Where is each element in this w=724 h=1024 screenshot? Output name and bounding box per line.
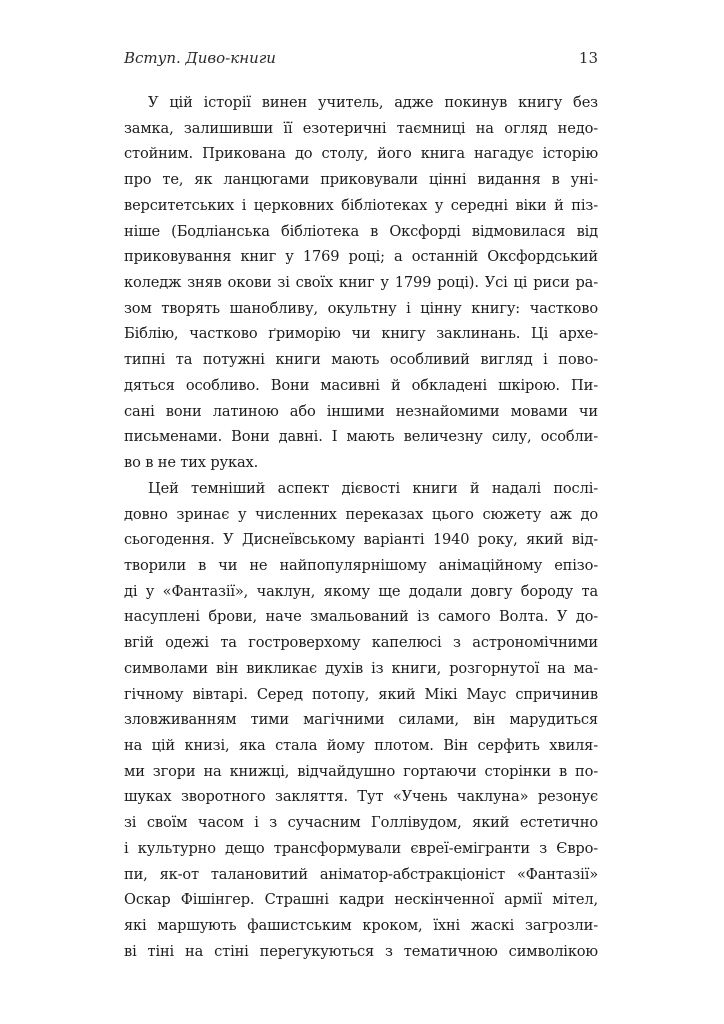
running-header	[124, 47, 598, 71]
text-line: стойним. Прикована до столу, його книга нагадує історію	[124, 145, 598, 163]
text-line: про те, як ланцюгами приковували цінні видання в уні-	[124, 171, 598, 189]
text-line: шуках зворотного закляття. Тут «Учень чаклуна» резонує	[124, 788, 598, 806]
chapter-title: Вступ. Диво-книги	[124, 49, 276, 67]
text-line: символами він викликає духів із книги, розгорнутої на ма-	[124, 659, 598, 677]
text-line: які маршують фашистським кроком, їхні жаскі загрозли-	[124, 917, 598, 934]
text-line: письменами. Вони давні. І мають величезну силу, особли-	[124, 428, 598, 446]
text-line: У цій історії винен учитель, адже покинув книгу без	[148, 94, 598, 111]
text-line: сьогодення. У Диснеївському варіанті 1940 року, який від-	[124, 531, 598, 549]
text-line: і культурно дещо трансформували євреї-емігранти з Євро-	[124, 839, 598, 857]
text-line: дяться особливо. Вони масивні й обкладені шкірою. Пи-	[124, 376, 598, 394]
text-line: сані вони латиною або іншими незнайомими мовами чи	[124, 402, 598, 420]
text-line: ді у «Фантазії», чаклун, якому ще додали довгу бороду та	[124, 582, 598, 600]
paragraph	[124, 90, 598, 476]
text-line: типні та потужні книги мають особливий вигляд і пово-	[124, 351, 598, 369]
page-number: 13	[578, 49, 598, 67]
text-line: зі своїм часом і з сучасним Голлівудом, який естетично	[124, 814, 598, 832]
text-line: коледж зняв окови зі своїх книг у 1799 році). Усі ці риси ра-	[124, 274, 598, 292]
paragraph	[124, 476, 598, 965]
text-line: зловживанням тими магічними силами, він марудиться	[124, 711, 598, 729]
text-line: Цей темніший аспект дієвості книги й надалі послі-	[148, 479, 598, 497]
text-line: ві тіні на стіні перегукуються з тематичною символікою	[124, 942, 598, 960]
text-line: зом творять шанобливу, окультну і цінну книгу: частково	[124, 299, 598, 317]
text-line: во в не тих руках.	[124, 454, 259, 472]
text-line: Біблію, частково ґриморію чи книгу заклинань. Ці архе-	[124, 325, 598, 343]
text-line: гічному вівтарі. Серед потопу, який Мікі Маус спричинив	[124, 685, 598, 703]
text-line: ми згори на книжці, відчайдушно гортаючи сторінки в по-	[124, 762, 598, 780]
text-line: замка, залишивши її езотеричні таємниці на огляд недо-	[124, 119, 598, 137]
text-line: Оскар Фішінгер. Страшні кадри нескінченної армії мітел,	[124, 891, 598, 909]
text-line: пи, як-от талановитий аніматор-абстракціоніст «Фантазії»	[124, 865, 598, 883]
text-line: вгій одежі та гостроверхому капелюсі з астрономічними	[124, 634, 598, 652]
text-line: довно зринає у численних переказах цього сюжету аж до	[124, 505, 598, 523]
text-line: приковування книг у 1769 році; а останній Оксфордський	[124, 248, 598, 266]
text-line: ніше (Бодліанська бібліотека в Оксфорді відмовилася від	[124, 222, 598, 240]
text-line: творили в чи не найпопулярнішому анімаційному епізо-	[124, 556, 598, 574]
text-line: насуплені брови, наче змальований із самого Волта. У до-	[124, 608, 598, 626]
text-line: на цій книзі, яка стала йому плотом. Він серфить хвиля-	[124, 736, 598, 754]
body-text	[124, 90, 598, 964]
text-line: верситетських і церковних бібліотеках у середні віки й піз-	[124, 196, 598, 214]
